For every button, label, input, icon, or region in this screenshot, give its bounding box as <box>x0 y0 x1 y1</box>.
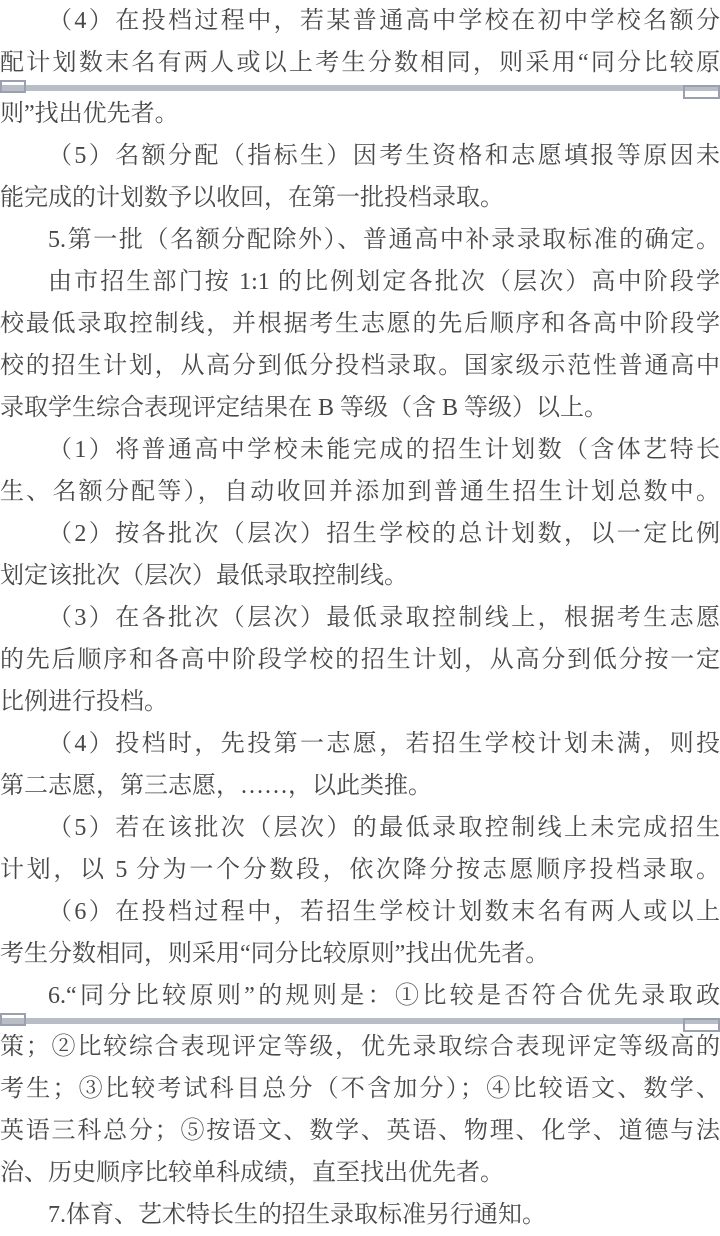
page-break-band <box>0 1018 720 1024</box>
text-line: （4）投档时，先投第一志愿，若招生学校计划未满，则投 <box>48 731 720 757</box>
text-line: 配计划数末名有两人或以上考生分数相同，则采用“同分比较原 <box>0 50 720 76</box>
text-line: 生、名额分配等），自动收回并添加到普通生招生计划总数中。 <box>0 479 720 505</box>
page-break-band <box>0 85 720 91</box>
text-line: 6.“同分比较原则”的规则是：①比较是否符合优先录取政 <box>48 983 720 1009</box>
text-line: 计划，以 5 分为一个分数段，依次降分按志愿顺序投档录取。 <box>0 857 720 883</box>
text-line: 校最低录取控制线，并根据考生志愿的先后顺序和各高中阶段学 <box>0 311 720 337</box>
text-line: 英语三科总分；⑤按语文、数学、英语、物理、化学、道德与法 <box>0 1118 720 1144</box>
text-line: （6）在投档过程中，若招生学校计划数末名有两人或以上 <box>48 899 720 925</box>
text-line: 5.第一批（名额分配除外）、普通高中补录录取标准的确定。 <box>48 227 720 253</box>
text-line: 第二志愿，第三志愿，……，以此类推。 <box>0 773 432 799</box>
page-break-right-mark <box>683 85 720 99</box>
text-line: （4）在投档过程中，若某普通高中学校在初中学校名额分 <box>48 8 720 34</box>
text-line: 由市招生部门按 1:1 的比例划定各批次（层次）高中阶段学 <box>48 269 720 295</box>
text-line: 录取学生综合表现评定结果在 B 等级（含 B 等级）以上。 <box>0 395 609 421</box>
text-line: （1）将普通高中学校未能完成的招生计划数（含体艺特长 <box>48 437 720 463</box>
text-line: 考生分数相同，则采用“同分比较原则”找出优先者。 <box>0 941 550 967</box>
page-break-divider <box>0 1017 720 1026</box>
text-line: （5）若在该批次（层次）的最低录取控制线上未完成招生 <box>48 815 720 841</box>
text-line: （5）名额分配（指标生）因考生资格和志愿填报等原因未 <box>48 143 720 169</box>
text-line: 划定该批次（层次）最低录取控制线。 <box>0 563 408 589</box>
page-break-right-mark <box>683 1018 720 1032</box>
text-line: （2）按各批次（层次）招生学校的总计划数，以一定比例 <box>48 521 720 547</box>
text-line: 比例进行投档。 <box>0 689 168 715</box>
text-line: 策；②比较综合表现评定等级，优先录取综合表现评定等级高的 <box>0 1034 720 1060</box>
page-break-left-mark <box>0 1013 26 1026</box>
text-line: 校的招生计划，从高分到低分投档录取。国家级示范性普通高中 <box>0 353 720 379</box>
page-break-left-mark <box>0 80 26 93</box>
text-line: 考生；③比较考试科目总分（不含加分）；④比较语文、数学、 <box>0 1076 720 1102</box>
text-line: （3）在各批次（层次）最低录取控制线上，根据考生志愿 <box>48 605 720 631</box>
text-line: 治、历史顺序比较单科成绩，直至找出优先者。 <box>0 1160 504 1186</box>
page-break-divider <box>0 84 720 93</box>
text-line: 7.体育、艺术特长生的招生录取标准另行通知。 <box>48 1202 546 1228</box>
text-line: 的先后顺序和各高中阶段学校的招生计划，从高分到低分按一定 <box>0 647 720 673</box>
text-line: 能完成的计划数予以收回，在第一批投档录取。 <box>0 185 504 211</box>
text-line: 则”找出优先者。 <box>0 101 179 127</box>
